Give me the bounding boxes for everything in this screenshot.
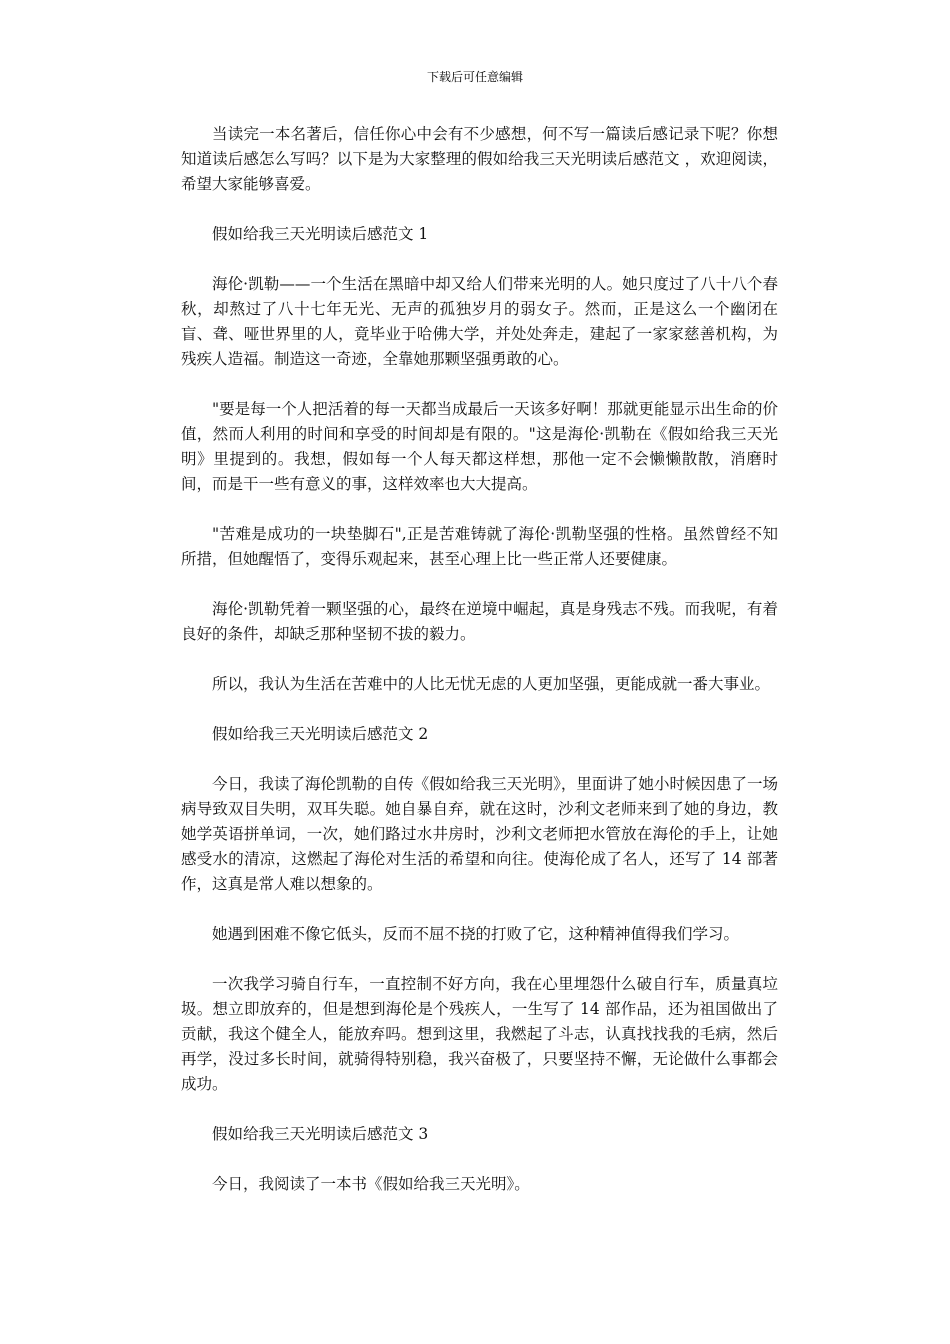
paragraph: 一次我学习骑自行车，一直控制不好方向，我在心里埋怨什么破自行车，质量真垃圾。想立即放弃的，但是想到海伦是个残疾人，一生写了 14 部作品，还为祖国做出了贡献，我这个健全人，能放弃吗。想到这里，我燃起了斗志，认真找找我的毛病，然后再学，没过多长时间，就骑得特别稳，我兴奋极了，只要坚持不懈，无论做什么事都会成功。 — [181, 975, 778, 1093]
paragraph: 海伦·凯勒凭着一颗坚强的心，最终在逆境中崛起，真是身残志不残。而我呢，有着良好的条件，却缺乏那种坚韧不拔的毅力。 — [181, 600, 778, 643]
paragraph: 今日，我读了海伦凯勒的自传《假如给我三天光明》，里面讲了她小时候因患了一场病导致双目失明，双耳失聪。她自暴自弃，就在这时，沙利文老师来到了她的身边，教她学英语拼单词，一次，她们路过水井房时，沙利文老师把水管放在海伦的手上，让她感受水的清凉，这燃起了海伦对生活的希望和向往。使海伦成了名人，还写了 14 部著作，这真是常人难以想象的。 — [181, 775, 778, 893]
section-heading-3: 假如给我三天光明读后感范文 3 — [212, 1125, 429, 1143]
page-header: 下载后可任意编辑 — [426, 70, 523, 84]
paragraph: "要是每一个人把活着的每一天都当成最后一天该多好啊！那就更能显示出生命的价值，然而人利用的时间和享受的时间却是有限的。"这是海伦·凯勒在《假如给我三天光明》里提到的。我想，假如每一个人每天都这样想，那他一定不会懒懒散散，消磨时间，而是干一些有意义的事，这样效率也大大提高。 — [181, 400, 778, 493]
paragraph: "苦难是成功的一块垫脚石",正是苦难铸就了海伦·凯勒坚强的性格。虽然曾经不知所措，但她醒悟了，变得乐观起来，甚至心理上比一些正常人还要健康。 — [181, 525, 778, 568]
paragraph: 今日，我阅读了一本书《假如给我三天光明》。 — [212, 1175, 530, 1193]
paragraph: 海伦·凯勒——一个生活在黑暗中却又给人们带来光明的人。她只度过了八十八个春秋，却熬过了八十七年无光、无声的孤独岁月的弱女子。然而，正是这么一个幽闭在盲、聋、哑世界里的人，竟毕业于哈佛大学，并处处奔走，建起了一家家慈善机构，为残疾人造福。制造这一奇迹，全靠她那颗坚强勇敢的心。 — [181, 275, 778, 368]
intro-paragraph: 当读完一本名著后，信任你心中会有不少感想，何不写一篇读后感记录下呢？你想知道读后感怎么写吗？以下是为大家整理的假如给我三天光明读后感范文 ，欢迎阅读，希望大家能够喜爱。 — [181, 125, 778, 193]
document-body — [181, 122, 778, 1222]
section-heading-1: 假如给我三天光明读后感范文 1 — [212, 225, 429, 243]
paragraph: 所以，我认为生活在苦难中的人比无忧无虑的人更加坚强，更能成就一番大事业。 — [212, 675, 771, 693]
section-heading-2: 假如给我三天光明读后感范文 2 — [212, 725, 429, 743]
paragraph: 她遇到困难不像它低头，反而不屈不挠的打败了它，这种精神值得我们学习。 — [212, 925, 740, 943]
